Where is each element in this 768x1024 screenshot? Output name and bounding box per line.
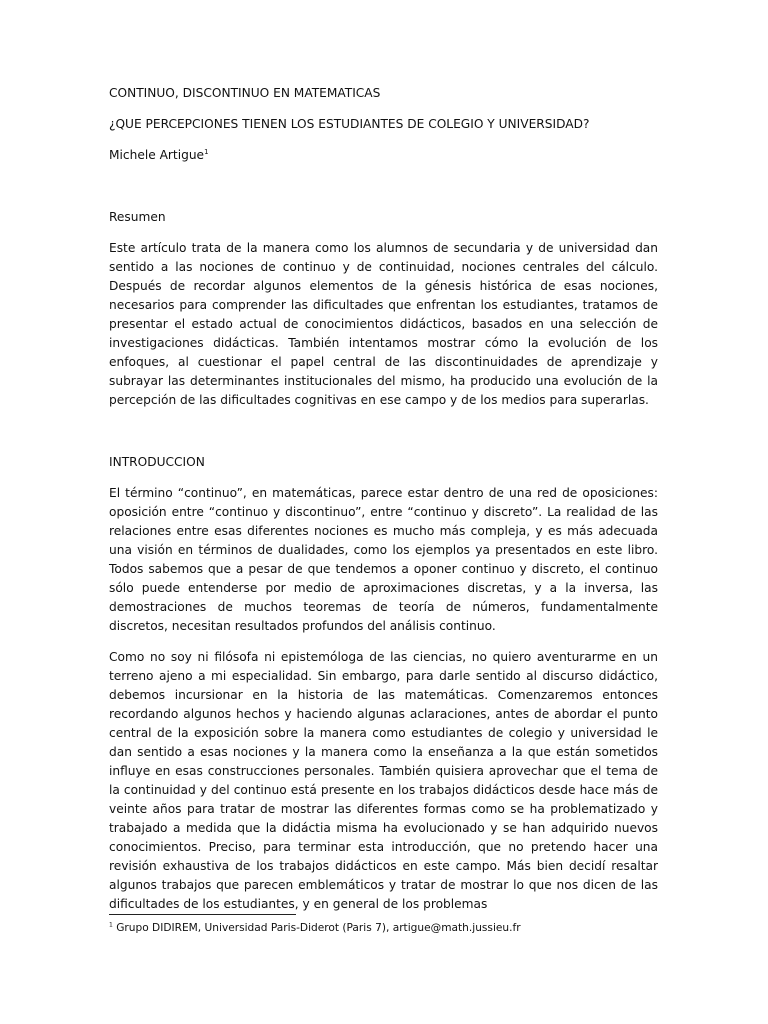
footnote-separator	[109, 914, 296, 915]
author-name: Michele Artigue	[109, 148, 205, 162]
author-footnote-mark: 1	[204, 147, 209, 156]
abstract-heading: Resumen	[109, 210, 166, 224]
author-line	[109, 146, 658, 165]
document-body	[109, 84, 658, 914]
footnote-mark: 1	[109, 921, 113, 929]
footnote	[109, 921, 521, 935]
intro-heading: INTRODUCCION	[109, 455, 205, 469]
intro-paragraph-1: El término “continuo”, en matemáticas, parece estar dentro de una red de oposiciones: oposición entre “continuo y discontinuo”, entre “continuo y discreto”. La realidad de las relaciones entre esas diferentes nociones es mucho más compleja, y es más adecuada una visión en términos de dualidades, como los ejemplos ya presentados en este libro. Todos sabemos que a pesar de que tendemos a oponer continuo y discreto, el continuo sólo puede entenderse por medio de aproximaciones discretas, y a la inversa, las demostraciones de muchos teoremas de teoría de números, fundamentalmente discretos, necesitan resultados profundos del análisis continuo.	[109, 486, 658, 633]
document-title: CONTINUO, DISCONTINUO EN MATEMATICAS	[109, 86, 381, 100]
document-subtitle: ¿QUE PERCEPCIONES TIENEN LOS ESTUDIANTES DE COLEGIO Y UNIVERSIDAD?	[109, 117, 590, 131]
intro-paragraph-2: Como no soy ni filósofa ni epistemóloga de las ciencias, no quiero aventurarme en un terreno ajeno a mi especialidad. Sin embargo, para darle sentido al discurso didáctico, debemos incursionar en la historia de las matemáticas. Comenzaremos entonces recordando algunos hechos y haciendo algunas aclaraciones, antes de abordar el punto central de la exposición sobre la manera como estudiantes de colegio y universidad le dan sentido a esas nociones y la manera como la enseñanza a la que están sometidos influye en esas construcciones personales. También quisiera aprovechar que el tema de la continuidad y del continuo está presente en los trabajos didácticos desde hace más de veinte años para tratar de mostrar las diferentes formas como se ha problematizado y trabajado a medida que la didáctia misma ha evolucionado y se han adquirido nuevos conocimientos. Preciso, para terminar esta introducción, que no pretendo hacer una revisión exhaustiva de los trabajos didácticos en este campo. Más bien decidí resaltar algunos trabajos que parecen emblemáticos y tratar de mostrar lo que nos dicen de las dificultades de los estudiantes, y en general de los problemas	[109, 650, 658, 911]
abstract-paragraph: Este artículo trata de la manera como los alumnos de secundaria y de universidad dan sentido a las nociones de continuo y de continuidad, nociones centrales del cálculo. Después de recordar algunos elementos de la génesis histórica de esas nociones, necesarios para comprender las dificultades que enfrentan los estudiantes, tratamos de presentar el estado actual de conocimientos didácticos, basados en una selección de investigaciones didácticas. También intentamos mostrar cómo la evolución de los enfoques, al cuestionar el papel central de las discontinuidades de aprendizaje y subrayar las determinantes institucionales del mismo, ha producido una evolución de la percepción de las dificultades cognitivas en ese campo y de los medios para superarlas.	[109, 241, 658, 407]
footnote-text: Grupo DIDIREM, Universidad Paris-Diderot (Paris 7), artigue@math.jussieu.fr	[112, 922, 521, 934]
